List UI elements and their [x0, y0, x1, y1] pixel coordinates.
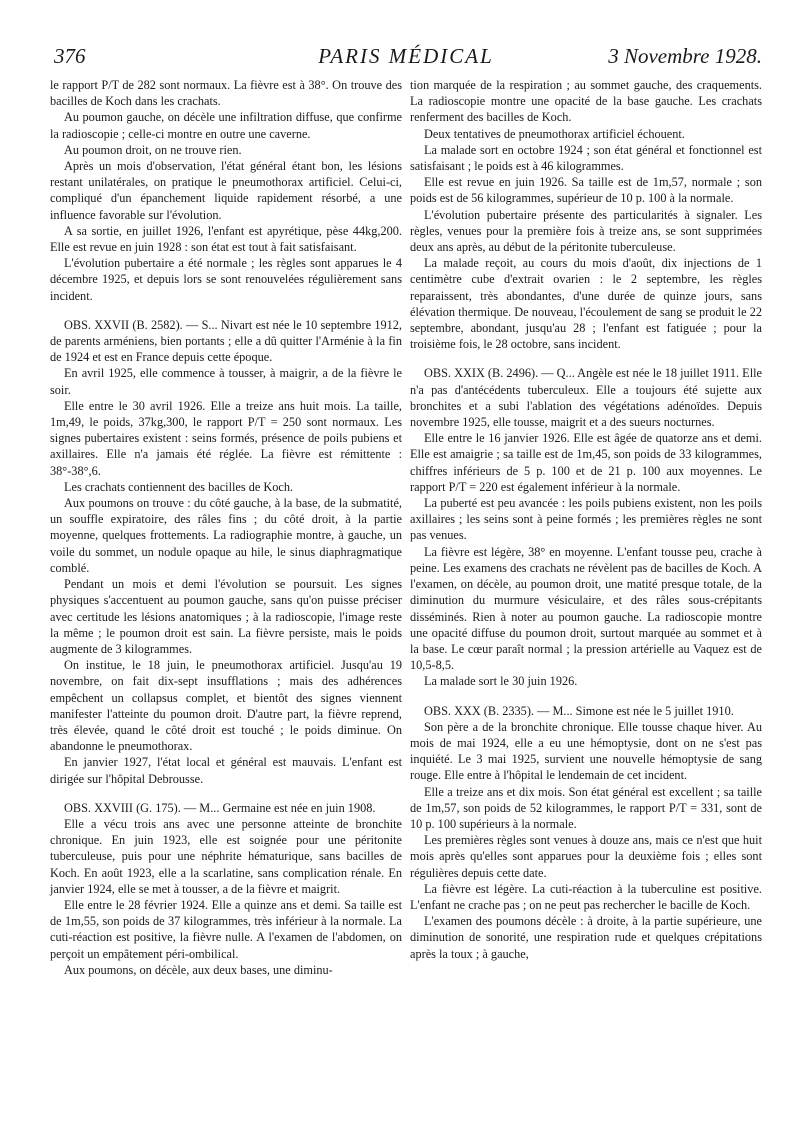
paragraph: La malade sort en octobre 1924 ; son état général et fonctionnel est satisfaisant ; le poids est à 46 kilogrammes.	[410, 142, 762, 174]
paragraph: le rapport P/T de 282 sont normaux. La fièvre est à 38°. On trouve des bacilles de Koch dans les crachats.	[50, 78, 402, 109]
paragraph: Aux poumons on trouve : du côté gauche, à la base, de la submatité, un souffle expiratoire, des râles fins ; du côté droit, à la partie moyenne, quelques frottements. La radiographie montre, à gauche, un voile du sommet, un nodule opaque au hile, le sinus diaphragmatique comblé.	[50, 496, 402, 575]
page-header	[50, 44, 762, 74]
issue-date: 3 Novembre 1928.	[608, 44, 762, 68]
paragraph: Les crachats contiennent des bacilles de Koch.	[64, 479, 294, 494]
paragraph: L'évolution pubertaire a été normale ; les règles sont apparues le 4 décembre 1925, et depuis lors se sont renouvelées régulièrement sans incident.	[50, 256, 402, 303]
paragraph: Son père a de la bronchite chronique. Elle tousse chaque hiver. Au mois de mai 1924, elle a eu une hémoptysie, dont on ne s'est pas inquiété. Le 3 mai 1925, survient une nouvelle hémoptysie de sang rouge. Elle entre à l'hôpital le lendemain de cet incident.	[410, 719, 762, 783]
left-column	[50, 77, 402, 978]
page-number: 376	[54, 44, 86, 68]
paragraph: Elle a treize ans et dix mois. Son état général est excellent ; sa taille de 1m,57, son poids de 52 kilogrammes, le rapport P/T = 331, sont de 10 p. 100 supérieurs à la normale.	[410, 784, 762, 831]
paragraph: On institue, le 18 juin, le pneumothorax artificiel. Jusqu'au 19 novembre, on fait dix-sept insufflations ; mais des adhérences empêchent un collapsus complet, et bientôt des signes viennent manifester l'atteinte du poumon droit. D'autre part, la fièvre reprend, très élevée, quand le côté droit est touché ; le poids diminue. On abandonne le pneumothorax.	[50, 658, 402, 754]
paragraph: Après un mois d'observation, l'état général étant bon, les lésions restant unilatérales, on pratique le pneumothorax artificiel. Celui-ci, compliqué d'un épanchement liquide rapidement résorbé, a une influence favorable sur l'évolution.	[50, 159, 402, 222]
paragraph: En avril 1925, elle commence à tousser, à maigrir, a de la fièvre le soir.	[50, 366, 402, 397]
paragraph: Aux poumons, on décèle, aux deux bases, une diminu-	[64, 962, 333, 977]
observation-heading-paragraph: OBS. XXVII (B. 2582). — S... Nivart est née le 10 septembre 1912, de parents arméniens, bien portants ; elle a dû quitter l'Arménie à la fin de 1924 et est en France depuis cette époque.	[50, 317, 402, 365]
right-column	[410, 77, 762, 962]
paragraph: tion marquée de la respiration ; au sommet gauche, des craquements. La radioscopie montre une opacité de la base gauche. Les crachats renferment des bacilles de Koch.	[410, 78, 762, 125]
paragraph: Elle est revue en juin 1926. Sa taille est de 1m,57, normale ; son poids est de 56 kilogrammes, supérieur de 10 p. 100 à la normale.	[410, 175, 762, 206]
paragraph: Pendant un mois et demi l'évolution se poursuit. Les signes physiques s'accentuent au poumon gauche, sans qu'on puisse préciser avec certitude les lésions anatomiques ; à la radioscopie, l'image reste la même ; le poumon droit est sain. La fièvre persiste, mais le poids augmente de 3 kilogrammes.	[50, 577, 402, 656]
paragraph: La malade reçoit, au cours du mois d'août, dix injections de 1 centimètre cube d'extrait ovarien : le 2 septembre, les règles reparaissent, très abondantes, d'une durée de quinze jours, sans élévation thermique. De nouveau, l'écoulement de sang se produit le 22 septembre, abondant, jusqu'au 28 ; l'enfant est fatiguée ; pour la troisième fois, le 28 octobre, sans incident.	[410, 256, 762, 352]
observation-heading-paragraph: OBS. XXIX (B. 2496). — Q... Angèle est née le 18 juillet 1911. Elle n'a pas d'antécédents tuberculeux. Elle a toujours été sujette aux bronchites et a subi l'ablation des végétations adénoïdes. Depuis novembre 1925, elle tousse, maigrit et a des sueurs nocturnes.	[410, 366, 762, 430]
paragraph: L'examen des poumons décèle : à droite, à la partie supérieure, une diminution de sonorité, une respiration rude et quelques crépitations après la toux ; à gauche,	[410, 914, 762, 961]
paragraph: Elle entre le 30 avril 1926. Elle a treize ans huit mois. La taille, 1m,49, le poids, 37kg,300, le rapport P/T = 250 sont normaux. Les signes pubertaires existent : seins formés, présence de poils pubiens et axillaires. Elle n'a jamais été réglée. La fièvre est rémittente : 38°-38°,6.	[50, 398, 402, 478]
paragraph: La puberté est peu avancée : les poils pubiens existent, non les poils axillaires ; les seins sont à peine formés ; les premières règles ne sont pas venues.	[410, 496, 762, 543]
paragraph: Elle a vécu trois ans avec une personne atteinte de bronchite chronique. En juin 1923, elle est soignée pour une péritonite tuberculeuse, puis pour une néphrite hématurique, sans bacilles de Koch. En août 1923, elle a la scarlatine, sans complication rénale. En janvier 1924, elle se met à tousser, a de la fièvre et maigrit.	[50, 816, 402, 896]
paragraph: La fièvre est légère. La cuti-réaction à la tuberculine est positive. L'enfant ne crache pas ; on ne peut pas rechercher le bacille de Koch.	[410, 881, 762, 912]
paragraph: En janvier 1927, l'état local et général est mauvais. L'enfant est dirigée sur l'hôpital Debrousse.	[50, 755, 402, 786]
paragraph: Deux tentatives de pneumothorax artificiel échouent.	[424, 126, 685, 141]
paragraph: La fièvre est légère, 38° en moyenne. L'enfant tousse peu, crache à peine. Les examens des crachats ne révèlent pas de bacilles de Koch. A l'examen, on décèle, au poumon droit, une matité presque totale, de la diminution du murmure vésiculaire, et des râles sous-crépitants disséminés. Rien à noter au poumon gauche. La radioscopie montre une opacité diffuse du poumon droit, surtout marquée au sommet et à la base. Le cœur paraît normal ; la pression artérielle au Vaquez est de 10,5-8,5.	[410, 544, 762, 673]
paragraph: L'évolution pubertaire présente des particularités à signaler. Les règles, venues pour la première fois à treize ans, se sont supprimées deux ans après, au début de la péritonite tuberculeuse.	[410, 207, 762, 255]
paragraph: La malade sort le 30 juin 1926.	[424, 674, 578, 689]
paragraph: Elle entre le 28 février 1924. Elle a quinze ans et demi. Sa taille est de 1m,55, son poids de 37 kilogrammes, très inférieur à la normale. La cuti-réaction est positive, la fièvre nulle. A l'examen de l'abdomen, on perçoit un empâtement péri-ombilical.	[50, 897, 402, 961]
paragraph: Les premières règles sont venues à douze ans, mais ce n'est que huit mois après qu'elles sont apparues pour la deuxième fois ; elles sont régulières depuis cette date.	[410, 833, 762, 880]
paragraph: A sa sortie, en juillet 1926, l'enfant est apyrétique, pèse 44kg,200. Elle est revue en juin 1928 : son état est tout à fait satisfaisant.	[50, 223, 402, 255]
paragraph: Elle entre le 16 janvier 1926. Elle est âgée de quatorze ans et demi. Elle est amaigrie ; sa taille est de 1m,45, son poids de 33 kilogrammes, chiffres inférieurs de 5 p. 100 et de 21 p. 100 aux moyennes. Le rapport P/T = 220 est également inférieur à la normale.	[410, 431, 762, 494]
paragraph: Au poumon gauche, on décèle une infiltration diffuse, que confirme la radioscopie ; celle-ci montre en outre une caverne.	[50, 110, 402, 141]
observation-heading-paragraph: OBS. XXX (B. 2335). — M... Simone est née le 5 juillet 1910.	[424, 703, 734, 718]
paragraph: Au poumon droit, on ne trouve rien.	[64, 142, 242, 157]
observation-heading-paragraph: OBS. XXVIII (G. 175). — M... Germaine est née en juin 1908.	[64, 800, 376, 815]
journal-title: PARIS MÉDICAL	[318, 44, 494, 68]
